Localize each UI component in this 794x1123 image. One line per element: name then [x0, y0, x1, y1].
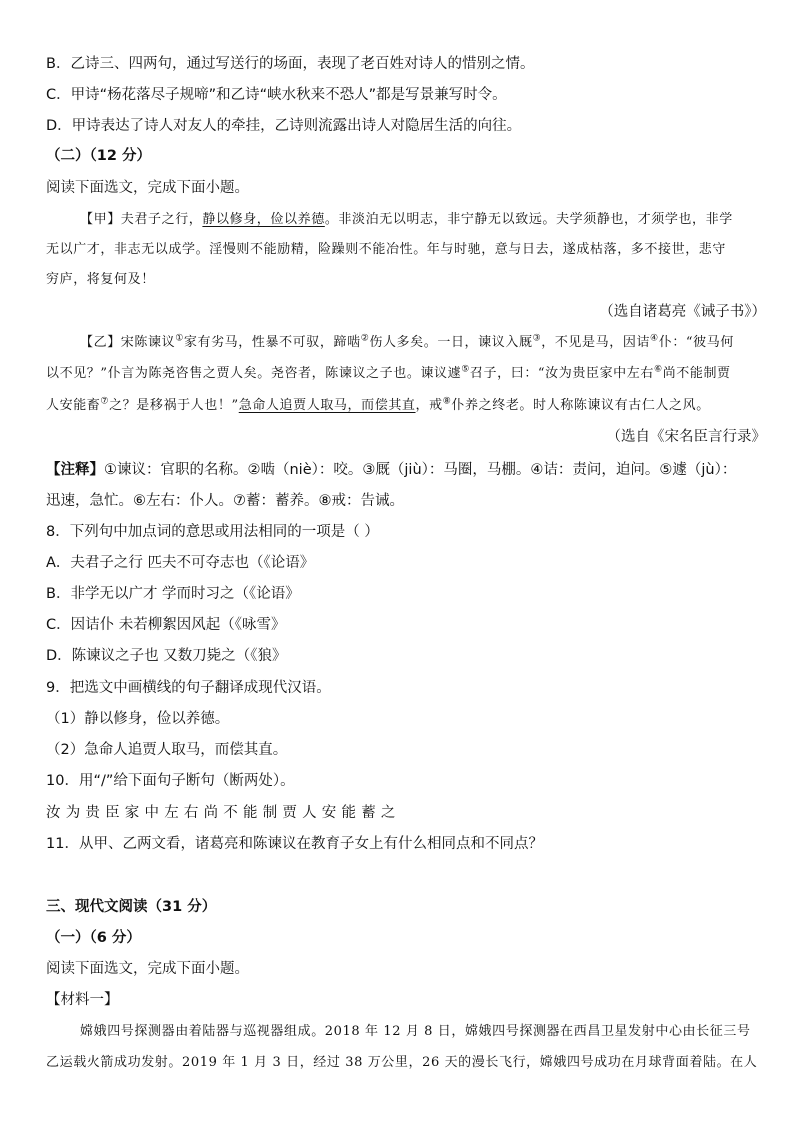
question-11: 11．从甲、乙两文看，诸葛亮和陈谏议在教育子女上有什么相同点和不同点？ [46, 836, 543, 852]
notes-line-2: 迅速，急忙。⑥左右：仆人。⑦蓄：蓄养。⑧戒：告诫。 [46, 493, 404, 509]
passage-yi-line-1 [80, 333, 734, 353]
note-ref: ① [175, 333, 184, 344]
jia-underlined-sentence: 静以修身，俭以养德 [202, 212, 325, 227]
option-d-line: D．甲诗表达了诗人对友人的牵挂，乙诗则流露出诗人对隐居生活的向往。 [46, 118, 522, 134]
question-8-option-b: B．非学无以广才 学而时习之（《论语》 [46, 586, 300, 602]
yi-text: 召子，曰：“汝为贵臣家中左右 [469, 366, 654, 381]
passage-yi-line-3 [46, 396, 710, 416]
note-ref: ③ [532, 333, 542, 344]
question-9: 9．把选文中画横线的句子翻译成现代汉语。 [46, 680, 331, 696]
source-jia: （选自诸葛亮《诫子书》） [599, 304, 766, 320]
section-heading-2: （二）（12 分） [46, 148, 151, 164]
material-1-para-line-1: 嫦娥四号探测器由着陆器与巡视器组成。2018 年 12 月 8 日，嫦娥四号探测器在西昌卫星发射中心由长征三号 [80, 1024, 751, 1039]
material-1-label: 【材料一】 [46, 992, 119, 1008]
note-ref: ⑤ [461, 364, 470, 375]
yi-text: 仆：“彼马何 [658, 335, 734, 350]
option-c-line: C．甲诗“杨花落尽子规啼”和乙诗“峡水秋来不恐人”都是写景兼写时令。 [46, 87, 507, 103]
option-b-line: B．乙诗三、四两句，通过写送行的场面，表现了老百姓对诗人的惜别之情。 [46, 56, 535, 72]
jia-text-b: 。非淡泊无以明志，非宁静无以致远。夫学须静也，才须学也，非学 [324, 212, 733, 227]
material-1-para-line-2: 乙运载火箭成功发射。2019 年 1 月 3 日，经过 38 万公里，26 天的漫长飞行，嫦娥四号成功在月球背面着陆。在人 [46, 1055, 758, 1070]
question-8-option-c: C．因诘仆 未若柳絮因风起（《咏雪》 [46, 617, 286, 633]
jia-text-a: 【甲】夫君子之行， [80, 212, 203, 227]
yi-text: 家有劣马，性暴不可驭，蹄啮 [183, 335, 361, 350]
note-ref: ⑧ [442, 396, 452, 407]
yi-text: 尚不能制贾 [662, 366, 731, 381]
question-8-option-a: A．夫君子之行 匹夫不可夺志也（《论语》 [46, 555, 315, 571]
note-ref: ④ [650, 333, 659, 344]
subsection-heading: （一）（6 分） [46, 930, 141, 946]
question-9-part-1: （1）静以修身，俭以养德。 [46, 711, 230, 727]
yi-text: 人安能畜 [46, 398, 101, 413]
note-ref: ② [360, 333, 370, 344]
notes-text: ①谏议：官职的名称。②啮（niè）：咬。③厩（jiù）：马圈，马棚。④诘：责问，迫问。⑤遽（jù）： [104, 462, 737, 478]
notes-label: 【注释】 [46, 462, 104, 478]
question-8: 8．下列句中加点词的意思或用法相同的一项是（ ） [46, 524, 379, 540]
reading-instruction: 阅读下面选文，完成下面小题。 [46, 180, 249, 196]
yi-text: ，不见是马，因诘 [541, 335, 651, 350]
note-ref: ⑥ [653, 364, 663, 375]
passage-jia-line-3: 穷庐，将复何及！ [46, 272, 155, 287]
question-10-sentence: 汝为贵臣家中左右尚不能制贾人安能蓄之 [46, 805, 401, 821]
passage-yi-line-2 [46, 364, 731, 384]
yi-text: ，戒 [415, 398, 443, 413]
yi-text: 仆养之终老。时人称陈谏议有古仁人之风。 [451, 398, 710, 413]
passage-jia-line-1 [80, 210, 733, 230]
passage-jia-line-2: 无以广才，非志无以成学。淫慢则不能励精，险躁则不能冶性。年与时驰，意与日去，遂成枯落，多不接世，悲守 [46, 242, 727, 257]
question-8-option-d: D．陈谏议之子也 又数刀毙之（《狼》 [46, 648, 287, 664]
note-ref: ⑦ [100, 396, 110, 407]
question-10: 10．用“/”给下面句子断句（断两处）。 [46, 773, 295, 789]
notes-line-1 [46, 460, 736, 480]
yi-text: 【乙】宋陈谏议 [80, 335, 176, 350]
reading-instruction-2: 阅读下面选文，完成下面小题。 [46, 961, 249, 977]
source-yi: （选自《宋名臣言行录》 [606, 429, 766, 445]
yi-text: 伤人多矣。一日，谏议入厩 [369, 335, 533, 350]
yi-text: 以不见？”仆言为陈尧咨售之贾人矣。尧咨者，陈谏议之子也。谏议遽 [46, 366, 462, 381]
yi-underlined-sentence: 急命人追贾人取马，而偿其直 [238, 398, 416, 413]
yi-text: 之？是移祸于人也！” [109, 398, 239, 413]
question-9-part-2: （2）急命人追贾人取马，而偿其直。 [46, 742, 288, 758]
section-heading-3: 三、现代文阅读（31 分） [46, 899, 217, 915]
